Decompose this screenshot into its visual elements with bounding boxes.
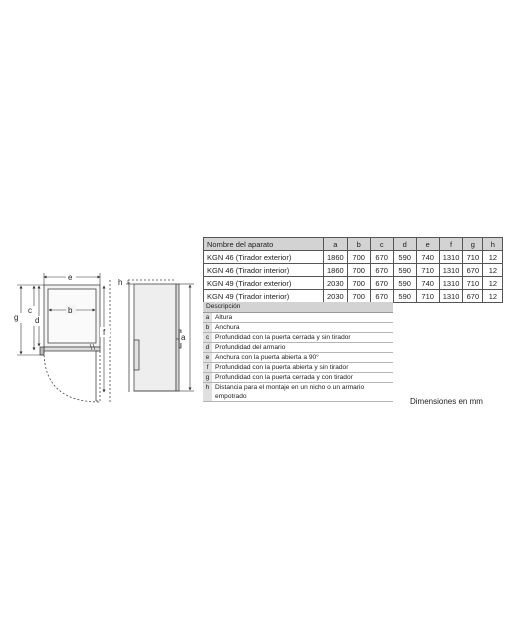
cell-name: KGN 49 (Tirador exterior) [204, 277, 324, 290]
cell-g: 670 [463, 290, 483, 303]
cell-h: 12 [483, 290, 503, 303]
cell-e: 740 [416, 251, 439, 264]
cell-name: KGN 46 (Tirador interior) [204, 264, 324, 277]
list-item [203, 323, 393, 333]
label-d: d [35, 316, 40, 325]
list-item [203, 313, 393, 323]
cell-c: 670 [370, 277, 393, 290]
label-a: a [181, 333, 186, 342]
legend-key: b [203, 323, 212, 333]
list-item [203, 373, 393, 383]
header-e: e [416, 238, 439, 251]
cell-e: 710 [416, 264, 439, 277]
header-a: a [324, 238, 348, 251]
cell-b: 700 [347, 251, 370, 264]
header-c: c [370, 238, 393, 251]
side-view [128, 280, 181, 392]
legend-key: a [203, 313, 212, 323]
cell-g: 710 [463, 251, 483, 264]
label-c: c [28, 306, 32, 315]
cell-h: 12 [483, 264, 503, 277]
legend-text: Profundidad con la puerta cerrada y con tirador [212, 373, 393, 383]
cell-b: 700 [347, 264, 370, 277]
cell-d: 590 [393, 290, 416, 303]
door-handle [40, 347, 44, 355]
legend-key: c [203, 333, 212, 343]
cell-b: 700 [347, 290, 370, 303]
door-swing-arc [44, 351, 100, 402]
header-g: g [463, 238, 483, 251]
top-view [40, 280, 110, 402]
fridge-body [134, 284, 176, 391]
legend-key: g [203, 373, 212, 383]
cell-c: 670 [370, 290, 393, 303]
legend-text: Anchura con la puerta abierta a 90° [212, 353, 393, 363]
label-h: h [118, 278, 123, 287]
label-b: b [68, 306, 73, 315]
description-header: Descripción [203, 302, 393, 313]
list-item [203, 353, 393, 363]
cell-name: KGN 46 (Tirador exterior) [204, 251, 324, 264]
table-row [204, 277, 503, 290]
cell-d: 590 [393, 251, 416, 264]
door-open [96, 351, 100, 401]
table-row [204, 264, 503, 277]
header-device-name: Nombre del aparato [204, 238, 324, 251]
header-h: h [483, 238, 503, 251]
cell-g: 670 [463, 264, 483, 277]
dim-h [126, 280, 134, 284]
list-item [203, 343, 393, 353]
cell-c: 670 [370, 264, 393, 277]
cell-f: 1310 [439, 277, 463, 290]
cell-h: 12 [483, 251, 503, 264]
table-row [204, 290, 503, 303]
legend-text: Profundidad con la puerta cerrada y sin tirador [212, 333, 393, 343]
legend-text: Profundidad con la puerta abierta y sin tirador [212, 363, 393, 373]
list-item [203, 383, 393, 402]
legend-key: e [203, 353, 212, 363]
legend-text: Profundidad del armario [212, 343, 393, 353]
cell-a: 2030 [324, 290, 348, 303]
legend-text: Distancia para el montaje en un nicho o un armario empotrado [212, 383, 393, 402]
cell-a: 2030 [324, 277, 348, 290]
header-b: b [347, 238, 370, 251]
cell-name: KGN 49 (Tirador interior) [204, 290, 324, 303]
units-note: Dimensiones en mm [410, 397, 483, 406]
cell-h: 12 [483, 277, 503, 290]
cell-a: 1860 [324, 251, 348, 264]
cell-d: 590 [393, 264, 416, 277]
cell-d: 590 [393, 277, 416, 290]
cell-g: 710 [463, 277, 483, 290]
cell-b: 700 [347, 277, 370, 290]
label-f: f [103, 328, 106, 337]
cell-c: 670 [370, 251, 393, 264]
label-g: g [14, 313, 19, 322]
header-d: d [393, 238, 416, 251]
dimensions-table [203, 237, 503, 303]
cell-f: 1310 [439, 290, 463, 303]
legend-key: h [203, 383, 212, 402]
fridge-door-front [176, 284, 179, 391]
dimensions-table-header [204, 238, 503, 251]
table-row [204, 251, 503, 264]
list-item [203, 333, 393, 343]
legend-text: Altura [212, 313, 393, 323]
cell-a: 1860 [324, 264, 348, 277]
legend-text: Anchura [212, 323, 393, 333]
cell-f: 1310 [439, 251, 463, 264]
list-item [203, 363, 393, 373]
cell-e: 740 [416, 277, 439, 290]
cell-f: 1310 [439, 264, 463, 277]
description-legend [203, 302, 393, 402]
cabinet-inner [48, 289, 96, 343]
cell-e: 710 [416, 290, 439, 303]
legend-key: f [203, 363, 212, 373]
legend-key: d [203, 343, 212, 353]
header-f: f [439, 238, 463, 251]
label-e: e [68, 273, 73, 282]
